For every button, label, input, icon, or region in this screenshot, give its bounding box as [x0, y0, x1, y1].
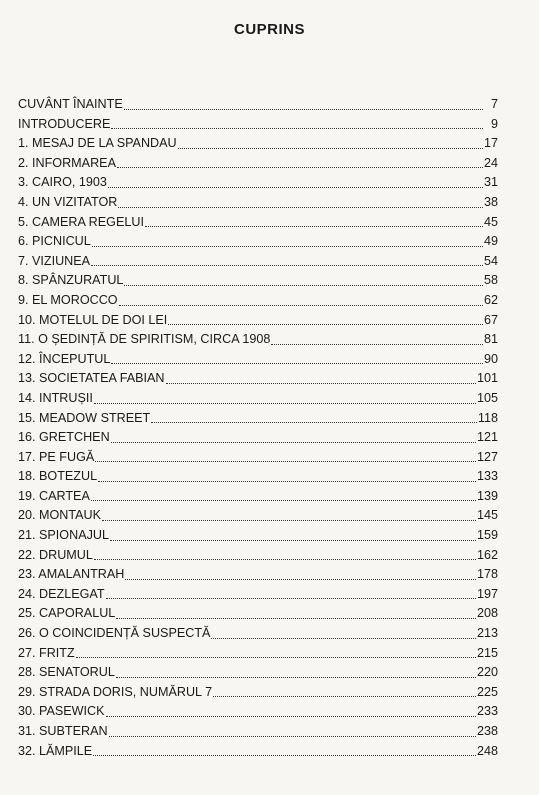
toc-entry-title: 19. CARTEA	[18, 488, 90, 503]
toc-entry-title: 32. LĂMPILE	[18, 743, 93, 758]
toc-entry	[18, 585, 498, 605]
dot-leader	[124, 109, 483, 110]
dot-leader	[178, 148, 483, 149]
toc-entry-title: 25. CAPORALUL	[18, 606, 116, 621]
dot-leader	[93, 755, 476, 756]
dot-leader	[109, 736, 476, 737]
toc-entry-page-number: 81	[483, 332, 498, 347]
toc-entry-title: 6. PICNICUL	[18, 234, 91, 249]
toc-entry	[18, 409, 498, 429]
toc-entry-page-number: 133	[476, 469, 498, 484]
toc-entry	[18, 663, 498, 683]
dot-leader	[94, 403, 476, 404]
toc-entry-page-number: 248	[476, 743, 498, 758]
toc-entry	[18, 154, 498, 174]
toc-entry	[18, 95, 498, 115]
dot-leader	[168, 324, 483, 325]
dot-leader	[116, 618, 476, 619]
toc-entry	[18, 311, 498, 331]
toc-entry-title: 27. FRITZ	[18, 645, 75, 660]
toc-entry-title: 17. PE FUGĂ	[18, 449, 95, 464]
toc-entry-title: 26. O COINCIDENȚĂ SUSPECTĂ	[18, 626, 211, 641]
toc-entry-title: 21. SPIONAJUL	[18, 528, 109, 543]
toc-entry	[18, 742, 498, 762]
toc-entry-page-number: 208	[476, 606, 498, 621]
toc-entry-title: 7. VIZIUNEA	[18, 253, 91, 268]
toc-entry-page-number: 49	[483, 234, 498, 249]
toc-entry-title: 22. DRUMUL	[18, 547, 93, 562]
dot-leader	[76, 657, 476, 658]
toc-entry-title: 30. PASEWICK	[18, 704, 105, 719]
toc-entry-page-number: 101	[476, 371, 498, 386]
toc-entry-page-number: 105	[476, 390, 498, 405]
toc-entry-page-number: 24	[483, 155, 498, 170]
toc-entry-page-number: 118	[477, 410, 498, 425]
toc-entry-page-number: 220	[476, 665, 498, 680]
dot-leader	[166, 383, 476, 384]
toc-entry-page-number: 7	[490, 97, 498, 111]
toc-entry-page-number: 162	[476, 547, 498, 562]
dot-leader	[111, 442, 476, 443]
toc-entry-title: 13. SOCIETATEA FABIAN	[18, 371, 165, 386]
toc-entry-page-number: 139	[476, 488, 498, 503]
dot-leader	[151, 422, 477, 423]
toc-entry-page-number: 178	[476, 567, 498, 582]
toc-entry	[18, 722, 498, 742]
toc-entry-title: CUVÂNT ÎNAINTE	[18, 97, 123, 111]
toc-entry-page-number: 215	[476, 645, 498, 660]
dot-leader	[116, 677, 476, 678]
dot-leader	[271, 344, 483, 345]
toc-entry-title: INTRODUCERE	[18, 116, 111, 131]
dot-leader	[91, 500, 476, 501]
toc-entry	[18, 350, 498, 370]
dot-leader	[110, 540, 476, 541]
toc-entry	[18, 389, 498, 409]
toc-entry-title: 11. O ȘEDINȚĂ DE SPIRITISM, CIRCA 1908	[18, 332, 271, 347]
toc-entry-title: 12. ÎNCEPUTUL	[18, 351, 111, 366]
toc-entry	[18, 271, 498, 291]
dot-leader	[111, 128, 483, 129]
toc-entry-title: 4. UN VIZITATOR	[18, 194, 118, 209]
toc-entry-page-number: 121	[476, 430, 498, 445]
toc-entry-title: 31. SUBTERAN	[18, 724, 108, 738]
toc-entry-title: 3. CAIRO, 1903	[18, 175, 107, 190]
toc-entry-page-number: 127	[476, 449, 498, 464]
toc-entry	[18, 213, 498, 233]
toc-entry-page-number: 58	[483, 273, 498, 288]
page-title: CUPRINS	[233, 21, 305, 38]
dot-leader	[111, 363, 483, 364]
toc-entry-title: 16. GRETCHEN	[18, 430, 110, 445]
toc-entry	[18, 487, 498, 507]
toc-entry-title: 15. MEADOW STREET	[18, 410, 151, 425]
toc-entry-page-number: 38	[483, 194, 498, 209]
toc-entry	[18, 193, 498, 213]
toc-entry	[18, 369, 498, 389]
toc-entry	[18, 506, 498, 526]
toc-entry-page-number: 17	[483, 136, 498, 151]
toc-entry-page-number: 67	[483, 312, 498, 327]
dot-leader	[145, 226, 483, 227]
toc-entry-page-number: 90	[483, 351, 498, 366]
dot-leader	[95, 461, 476, 462]
toc-entry	[18, 448, 498, 468]
toc-entry-title: 10. MOTELUL DE DOI LEI	[18, 312, 168, 327]
toc-entry-title: 18. BOTEZUL	[18, 469, 98, 484]
toc-entry	[18, 604, 498, 624]
toc-entry-title: 2. INFORMAREA	[18, 155, 116, 170]
table-of-contents	[18, 95, 498, 761]
toc-entry-page-number: 233	[476, 704, 498, 719]
dot-leader	[108, 187, 483, 188]
toc-entry-title: 29. STRADA DORIS, NUMĂRUL 7	[18, 684, 213, 699]
toc-entry	[18, 115, 498, 135]
toc-entry-page-number: 9	[490, 116, 498, 131]
dot-leader	[91, 265, 483, 266]
toc-entry-title: 1. MESAJ DE LA SPANDAU	[18, 136, 177, 151]
toc-entry	[18, 644, 498, 664]
toc-entry-page-number: 145	[476, 508, 498, 523]
toc-entry-title: 8. SPÂNZURATUL	[18, 273, 124, 288]
toc-entry	[18, 134, 498, 154]
toc-entry	[18, 702, 498, 722]
toc-entry-title: 23. AMALANTRAH	[18, 567, 125, 582]
dot-leader	[211, 638, 476, 639]
dot-leader	[106, 598, 476, 599]
dot-leader	[102, 520, 476, 521]
toc-entry-page-number: 197	[476, 586, 498, 601]
dot-leader	[98, 481, 476, 482]
toc-entry-page-number: 159	[476, 528, 498, 543]
toc-entry	[18, 467, 498, 487]
toc-entry-page-number: 31	[483, 175, 498, 190]
toc-entry-title: 5. CAMERA REGELUI	[18, 214, 144, 229]
toc-entry-title: 24. DEZLEGAT	[18, 586, 105, 601]
toc-entry	[18, 546, 498, 566]
toc-entry-title: 9. EL MOROCCO	[18, 292, 118, 307]
toc-entry-page-number: 213	[476, 626, 498, 641]
toc-entry	[18, 232, 498, 252]
toc-entry-title: 14. INTRUȘII	[18, 390, 93, 405]
toc-entry	[18, 428, 498, 448]
dot-leader	[94, 559, 476, 560]
dot-leader	[124, 285, 483, 286]
toc-entry-title: 20. MONTAUK	[18, 508, 102, 523]
toc-entry-page-number: 62	[483, 292, 498, 307]
dot-leader	[92, 246, 483, 247]
toc-entry	[18, 565, 498, 585]
dot-leader	[117, 167, 483, 168]
dot-leader	[118, 207, 483, 208]
toc-entry-page-number: 225	[476, 684, 498, 699]
toc-entry	[18, 330, 498, 350]
dot-leader	[213, 696, 476, 697]
toc-entry-page-number: 238	[476, 724, 498, 738]
toc-entry-title: 28. SENATORUL	[18, 665, 115, 680]
toc-entry	[18, 526, 498, 546]
toc-entry	[18, 252, 498, 272]
toc-entry-page-number: 45	[483, 214, 498, 229]
toc-entry	[18, 291, 498, 311]
dot-leader	[106, 716, 476, 717]
toc-entry	[18, 683, 498, 703]
toc-entry-page-number: 54	[483, 253, 498, 268]
toc-entry	[18, 173, 498, 193]
toc-entry	[18, 624, 498, 644]
dot-leader	[125, 579, 476, 580]
dot-leader	[119, 305, 483, 306]
